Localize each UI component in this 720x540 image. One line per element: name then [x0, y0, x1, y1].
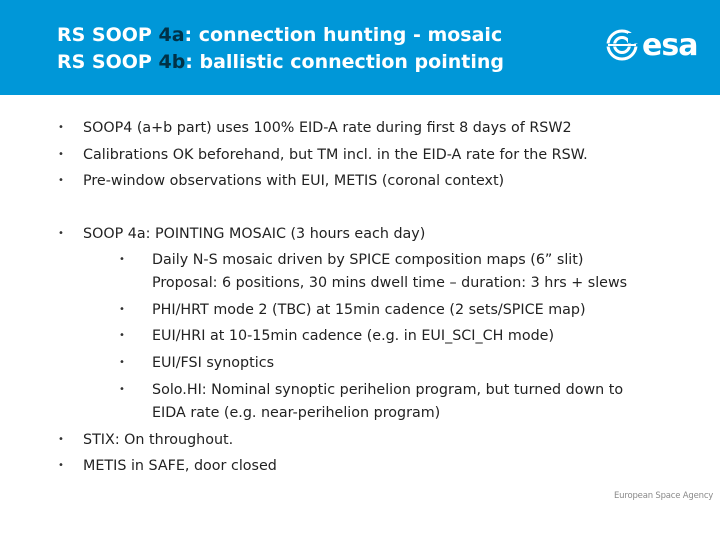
sub-bullet-marker: •: [119, 330, 125, 341]
footer-logo: European Space Agency: [614, 491, 714, 501]
title-line-2-highlight: 4b: [158, 51, 186, 73]
title-line-1-suffix: : connection hunting - mosaic: [184, 24, 503, 46]
sub-bullet-item: EUI/FSI synoptics: [152, 355, 275, 371]
bullet-marker: •: [58, 460, 64, 471]
bullet-item: METIS in SAFE, door closed: [83, 458, 277, 474]
bullet-marker: •: [58, 149, 64, 160]
sub-bullet-item: EUI/HRI at 10-15min cadence (e.g. in EUI_SCI_CH mode): [152, 328, 555, 344]
sub-bullet-item-continued: Proposal: 6 positions, 30 mins dwell time – duration: 3 hrs + slews: [152, 275, 628, 291]
sub-bullet-item: Daily N-S mosaic driven by SPICE composition maps (6” slit): [152, 252, 584, 268]
bullet-item: Calibrations OK beforehand, but TM incl. in the EID-A rate for the RSW.: [83, 147, 588, 163]
sub-bullet-marker: •: [119, 254, 125, 265]
sub-bullet-item: Solo.HI: Nominal synoptic perihelion program, but turned down to: [152, 382, 624, 398]
bullet-item: Pre-window observations with EUI, METIS (coronal context): [83, 173, 505, 189]
bullet-item: SOOP 4a: POINTING MOSAIC (3 hours each day): [83, 226, 426, 242]
sub-bullet-marker: •: [119, 384, 125, 395]
bullet-marker: •: [58, 228, 64, 239]
title-line-2-prefix: RS SOOP: [57, 51, 159, 73]
bullet-marker: •: [58, 175, 64, 186]
sub-bullet-marker: •: [119, 357, 125, 368]
sub-bullet-item: PHI/HRT mode 2 (TBC) at 15min cadence (2 sets/SPICE map): [152, 302, 586, 318]
sub-bullet-marker: •: [119, 304, 125, 315]
title-line-1-prefix: RS SOOP: [57, 24, 159, 46]
bullet-item: SOOP4 (a+b part) uses 100% EID-A rate during first 8 days of RSW2: [83, 120, 572, 136]
bullet-marker: •: [58, 434, 64, 445]
title-line-1-highlight: 4a: [158, 24, 185, 46]
sub-bullet-item-continued: EIDA rate (e.g. near-perihelion program): [152, 405, 441, 421]
bullet-item: STIX: On throughout.: [83, 432, 234, 448]
title-line-2-suffix: : ballistic connection pointing: [185, 51, 504, 73]
esa-logo-text: esa: [642, 28, 698, 63]
bullet-marker: •: [58, 122, 64, 133]
